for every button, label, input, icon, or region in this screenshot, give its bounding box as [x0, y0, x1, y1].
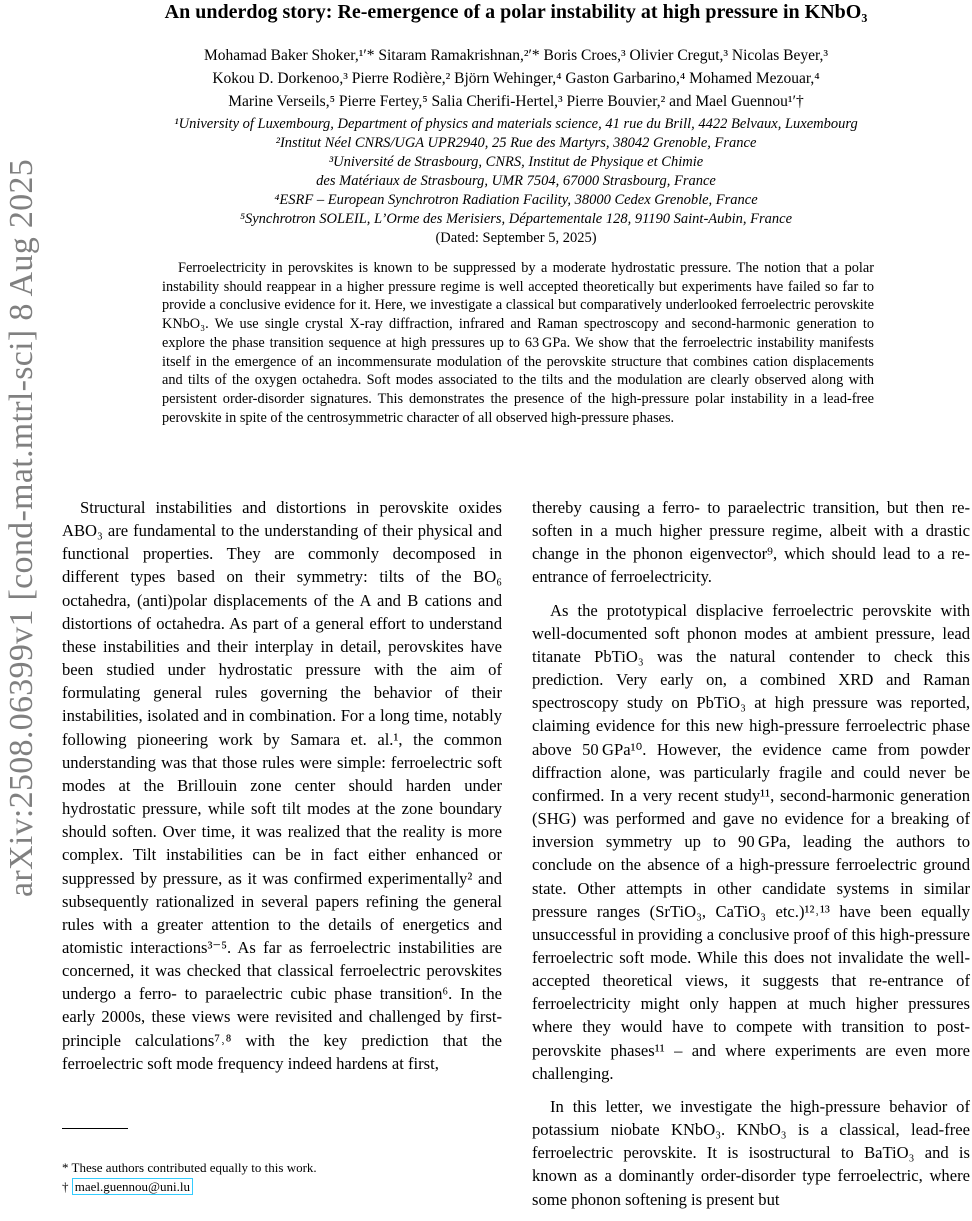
body-paragraph: Structural instabilities and distortions in perovskite oxides ABO₃ are fundamental to the understanding of their physical and functional properties. They are commonly decomposed in different types based on their symmetry: tilts of the BO₆ octahedra, (anti)polar displacements of the A and B cations and distortions of octahedra. As part of a general effort to understand these instabilities and their interplay in detail, perovskites have been studied under hydrostatic pressure with the aim of formulating general rules governing the behavior of their instabilities, isolated and in combination. For a long time, notably following pioneering work by Samara et. al.¹, the common understanding was that those rules were simple: ferroelectric soft modes at the Brillouin zone center should harden under hydrostatic pressure, while soft tilt modes at the zone boundary should soften. Over time, it was realized that the reality is more complex. Tilt instabilities can be in fact either enhanced or suppressed by pressure, as it was confirmed experimentally² and subsequently rationalized in several papers refining the general rules with a greater attention to the details of energetics and atomistic interactions³⁻⁵. As far as ferroelectric instabilities are concerned, it was checked that classical ferroelectric perovskites undergo a ferro- to paraelectric cubic phase transition⁶. In the early 2000s, these views were revisited and challenged by first-principle calculations⁷˒⁸ with the key prediction that the ferroelectric soft mode frequency indeed hardens at first, — [62, 498, 502, 1073]
body-paragraph: In this letter, we investigate the high-pressure behavior of potassium niobate KNbO₃. KNbO₃ is a classical, lead-free ferroelectric perovskite. It is isostructural to BaTiO₃ and is known as a dominantly order-disorder type ferroelectric, where some phonon softening is present but — [532, 1096, 970, 1209]
affiliation: ²Institut Néel CNRS/UGA UPR2940, 25 Rue des Martyrs, 38042 Grenoble, France — [275, 135, 757, 151]
author-list — [80, 44, 952, 113]
affiliation: ³Université de Strasbourg, CNRS, Institut de Physique et Chimie — [328, 154, 704, 170]
footnote-equal-contribution: * These authors contributed equally to this work. — [62, 1160, 317, 1175]
email-link[interactable]: mael.guennou@uni.lu — [72, 1178, 193, 1195]
footnotes — [62, 1158, 502, 1196]
body-paragraph: As the prototypical displacive ferroelectric perovskite with well-documented soft phonon modes at ambient pressure, lead titanate PbTiO₃ was the natural contender to check this prediction. Very early on, a combined XRD and Raman spectroscopy study on PbTiO₃ at high pressure was reported, claiming evidence for this new high-pressure ferroelectric phase above 50 GPa¹⁰. However, the evidence came from powder diffraction alone, was particularly fragile and could never be confirmed. In a very recent study¹¹, second-harmonic generation (SHG) was performed and gave no evidence for a breaking of inversion symmetry up to 90 GPa, leading the authors to conclude on the absence of a high-pressure ferroelectric ground state. Other attempts in other candidate systems in similar pressure ranges (SrTiO₃, CaTiO₃ etc.)¹²˒¹³ have been equally unsuccessful in providing a conclusive proof of this high-pressure ferroelectric soft mode. While this does not invalidate the well-accepted theoretical views, it suggests that re-entrance of ferroelectricity might only happen at much higher pressures where they would have to compete with transition to post-perovskite phases¹¹ – and where experiments are even more challenging. — [532, 600, 970, 1083]
abstract — [162, 259, 874, 427]
affiliations — [80, 115, 952, 248]
paper-title: An underdog story: Re-emergence of a polar instability at high pressure in KNbO₃ — [164, 1, 868, 23]
author-line: Marine Verseils,⁵ Pierre Fertey,⁵ Salia Cherifi-Hertel,³ Pierre Bouvier,² and Mael Guennou¹′† — [228, 93, 804, 110]
author-line: Kokou D. Dorkenoo,³ Pierre Rodière,² Björn Wehinger,⁴ Gaston Garbarino,⁴ Mohamed Mezouar,⁴ — [212, 70, 820, 87]
affiliation: ¹University of Luxembourg, Department of physics and materials science, 41 rue du Brill, 4422 Belvaux, Luxembourg — [174, 116, 858, 132]
right-column — [532, 496, 970, 1221]
body-paragraph: thereby causing a ferro- to paraelectric transition, but then re-soften in a much higher pressure regime, albeit with a drastic change in the phonon eigenvector⁹, which should lead to a re-entrance of ferroelectricity. — [532, 498, 970, 587]
arxiv-identifier: arXiv:2508.06399v1 [cond-mat.mtrl-sci] 8 Aug 2025 — [3, 158, 40, 898]
date-line: (Dated: September 5, 2025) — [435, 230, 597, 246]
left-column — [62, 496, 502, 1085]
footnote-rule — [62, 1128, 128, 1129]
affiliation: ⁴ESRF – European Synchrotron Radiation Facility, 38000 Cedex Grenoble, France — [274, 192, 758, 208]
affiliation: ⁵Synchrotron SOLEIL, L’Orme des Merisiers, Départementale 128, 91190 Saint-Aubin, France — [239, 211, 793, 227]
affiliation: des Matériaux de Strasbourg, UMR 7504, 67000 Strasbourg, France — [316, 173, 716, 189]
footnote-email — [62, 1177, 502, 1196]
abstract-text: Ferroelectricity in perovskites is known to be suppressed by a moderate hydrostatic pressure. The notion that a polar instability should reappear in a higher pressure regime is well accepted theoretically but experiments have failed so far to provide a conclusive evidence for it. Here, we investigate a classical but comparatively underlooked ferroelectric perovskite KNbO₃. We use single crystal X-ray diffraction, infrared and Raman spectroscopy and second-harmonic generation to explore the phase transition sequence at high pressures up to 63 GPa. We show that the ferroelectric instability manifests itself in the emergence of an incommensurate modulation of the perovskite structure that combines cation displacements and tilts of the oxygen octahedra. Soft modes associated to the tilts and the modulation are clearly observed along with persistent order-disorder signatures. This demonstrates the presence of the high-pressure polar instability in a lead-free perovskite in spite of the centrosymmetric character of all observed high-pressure phases. — [162, 260, 874, 426]
dagger-mark: † — [62, 1179, 69, 1194]
author-line: Mohamad Baker Shoker,¹′* Sitaram Ramakrishnan,²′* Boris Croes,³ Olivier Cregut,³ Nicolas Beyer,³ — [203, 47, 829, 64]
